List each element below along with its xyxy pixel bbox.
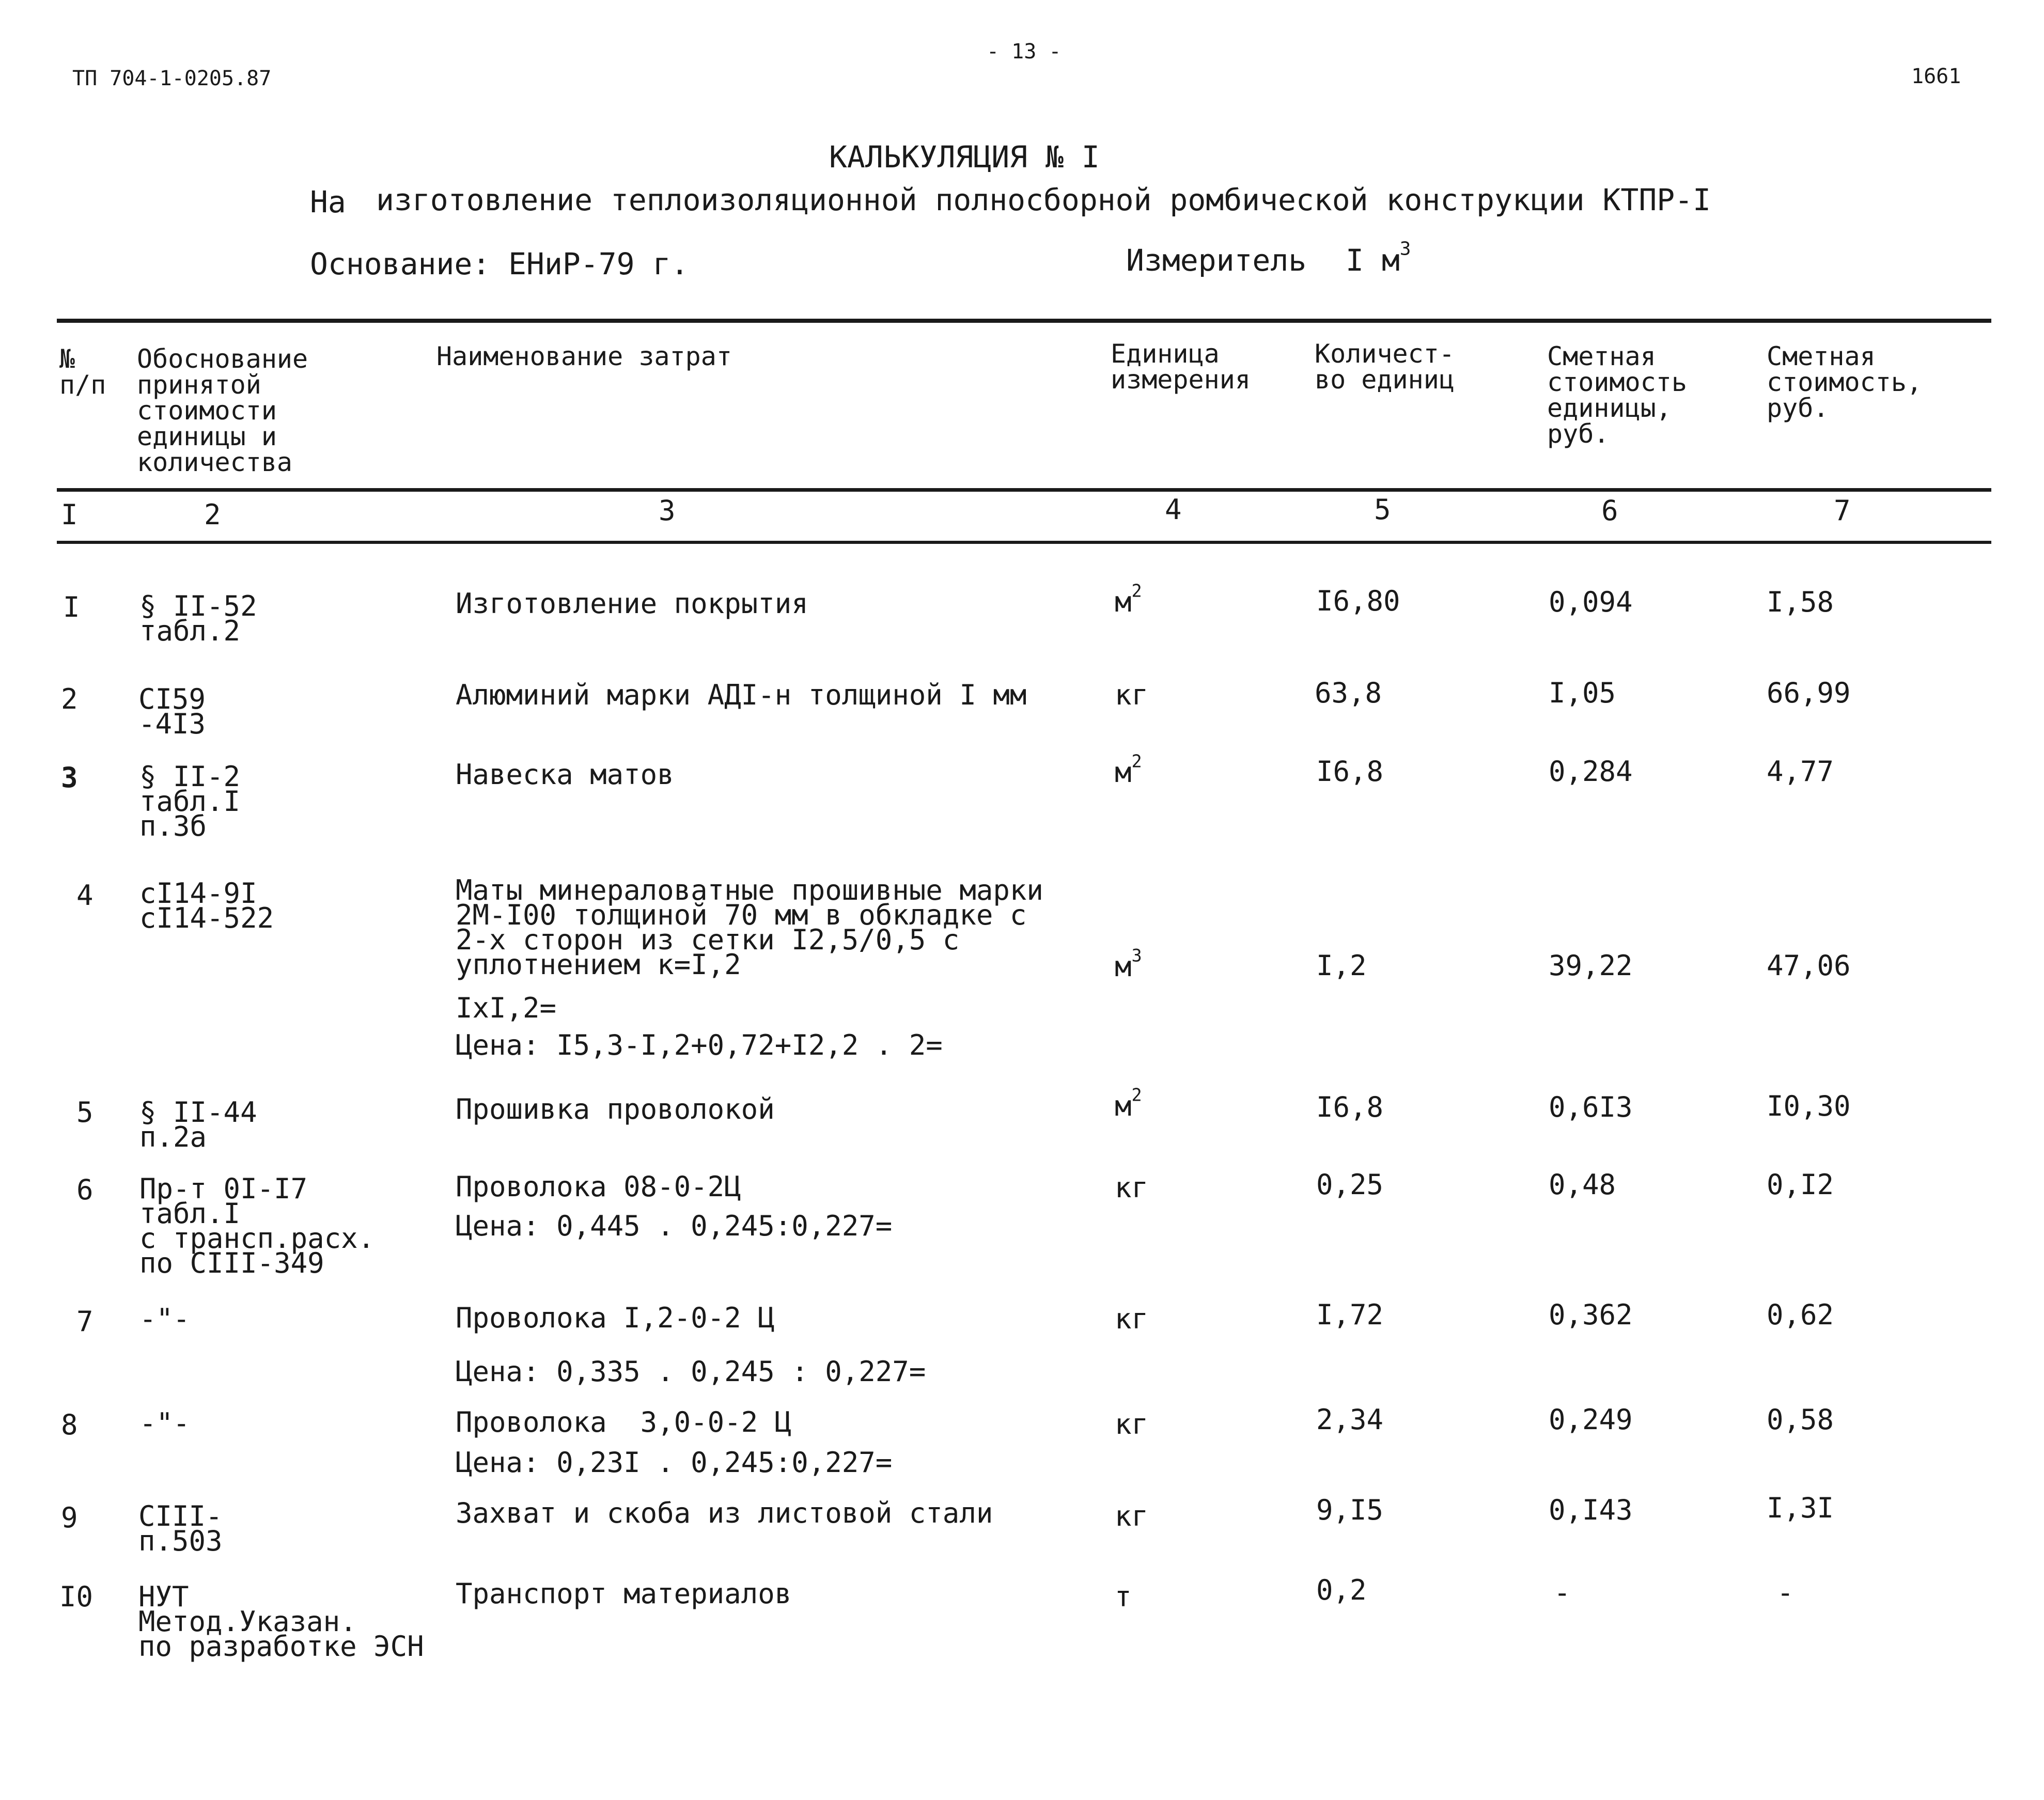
- row-unit-cost: 39,22: [1549, 949, 1633, 982]
- row-number: 7: [76, 1305, 93, 1338]
- row-cost-name: Навеска матов: [456, 758, 674, 791]
- row-quantity: I,2: [1316, 949, 1367, 982]
- row-total-cost: 66,99: [1767, 677, 1851, 709]
- row-price-note: Цена: 0,23I . 0,245:0,227=: [456, 1446, 893, 1479]
- row-quantity: I6,80: [1316, 585, 1400, 617]
- row-unit: т: [1115, 1580, 1132, 1613]
- row-cost-name: Транспорт материалов: [456, 1577, 792, 1610]
- row-unit-cost: 0,249: [1549, 1403, 1633, 1436]
- page-number: - 13 -: [987, 40, 1062, 64]
- row-total-cost: I0,30: [1767, 1090, 1851, 1122]
- row-unit: $м^2$: [1115, 751, 1142, 789]
- document-title: КАЛЬКУЛЯЦИЯ № I: [829, 139, 1100, 175]
- row-unit: кг: [1115, 1500, 1149, 1532]
- column-number: I: [61, 498, 78, 531]
- row-basis: -"-: [139, 1303, 190, 1335]
- column-header-unit-cost: Сметная стоимость единицы, руб.: [1547, 341, 1687, 449]
- row-number: I0: [59, 1580, 93, 1613]
- row-cost-name: Маты минераловатные прошивные марки 2М-I00 толщиной 70 мм в обкладке с 2-х сторон из сетки I2,5/0,5 с уплотнением к=I,2: [456, 874, 1043, 981]
- row-basis: -"-: [139, 1407, 190, 1439]
- row-number: 4: [76, 879, 93, 912]
- measure-label: Измеритель: [1126, 243, 1307, 278]
- row-basis: НУТ Метод.Указан. по разработке ЭСН: [138, 1580, 424, 1663]
- row-unit: кг: [1115, 1303, 1149, 1335]
- row-basis: § II-44 п.2а: [139, 1096, 257, 1153]
- row-note: IxI,2=: [456, 992, 557, 1024]
- row-total-cost: I,58: [1767, 586, 1834, 618]
- row-cost-name: Прошивка проволокой: [456, 1093, 775, 1125]
- row-price-note: Цена: I5,3-I,2+0,72+I2,2 . 2=: [456, 1029, 943, 1061]
- row-quantity: I6,8: [1316, 755, 1384, 788]
- row-total-cost: 0,I2: [1767, 1168, 1834, 1201]
- column-numbers-rule: [57, 541, 1991, 544]
- row-basis: CIII- п.503: [138, 1500, 223, 1557]
- row-quantity: 9,I5: [1316, 1494, 1384, 1526]
- row-total-cost: 0,58: [1767, 1403, 1834, 1436]
- row-quantity: 0,2: [1316, 1574, 1367, 1606]
- row-unit-cost: 0,I43: [1549, 1494, 1633, 1526]
- document-code: ТП 704-1-0205.87: [72, 67, 272, 90]
- row-basis: § II-2 табл.I п.3б: [139, 760, 241, 842]
- row-basis: cI14-9I cI14-522: [139, 877, 274, 934]
- row-quantity: 2,34: [1316, 1403, 1384, 1436]
- column-header-unit: Единица измерения: [1111, 339, 1251, 395]
- row-quantity: 63,8: [1315, 677, 1382, 709]
- column-header-total-cost: Сметная стоимость, руб.: [1767, 341, 1923, 423]
- row-total-cost: 47,06: [1767, 949, 1851, 982]
- row-unit: $м^3$: [1115, 945, 1142, 983]
- row-unit-cost: 0,284: [1549, 755, 1633, 788]
- row-cost-name: Проволока 3,0-0-2 Ц: [456, 1406, 792, 1438]
- row-unit: $м^2$: [1115, 581, 1142, 618]
- row-unit-cost: I,05: [1549, 677, 1616, 709]
- column-number: 2: [204, 498, 221, 531]
- row-quantity: 0,25: [1316, 1168, 1384, 1201]
- column-header-basis: Обоснование принятой стоимости единицы и количества: [137, 344, 308, 477]
- row-quantity: I,72: [1316, 1298, 1384, 1331]
- column-number: 7: [1834, 494, 1851, 527]
- row-number: 5: [76, 1096, 93, 1129]
- column-number: 3: [659, 494, 676, 527]
- row-number: 6: [76, 1173, 93, 1206]
- column-header-number: № п/п: [59, 344, 106, 400]
- row-basis: § II-52 табл.2: [139, 590, 257, 647]
- column-header-quantity: Количест- во единиц: [1315, 339, 1455, 395]
- column-header-cost-name: Наименование затрат: [436, 341, 732, 371]
- row-unit: кг: [1115, 1408, 1149, 1441]
- row-number: 9: [61, 1501, 78, 1534]
- document-subtitle: изготовление теплоизоляционной полносборной ромбической конструкции КТПР-I: [376, 182, 1711, 217]
- row-basis: CI59 -4I3: [138, 683, 206, 740]
- row-number: I: [63, 591, 80, 623]
- sheet-number: 1661: [1911, 65, 1961, 88]
- column-number: 4: [1165, 493, 1182, 526]
- row-cost-name: Захват и скоба из листовой стали: [456, 1497, 993, 1529]
- row-total-cost: 4,77: [1767, 755, 1834, 788]
- row-price-note: Цена: 0,445 . 0,245:0,227=: [456, 1210, 893, 1242]
- row-number: 8: [61, 1408, 78, 1441]
- column-number: 5: [1374, 493, 1391, 526]
- row-basis: Пр-т 0I-I7 табл.I с трансп.расх. по CIII-349: [139, 1172, 375, 1279]
- row-total-cost: 0,62: [1767, 1298, 1834, 1331]
- row-quantity: I6,8: [1316, 1091, 1384, 1123]
- row-unit-cost: -: [1554, 1576, 1571, 1609]
- row-total-cost: -: [1777, 1576, 1794, 1609]
- row-number: 3: [61, 761, 78, 794]
- basis-line: Основание: ЕНиР-79 г.: [310, 246, 689, 281]
- row-number: 2: [61, 683, 78, 715]
- row-unit: кг: [1115, 679, 1149, 711]
- subtitle-prefix: На: [310, 184, 346, 220]
- row-unit: $м^2$: [1115, 1085, 1142, 1122]
- row-unit-cost: 0,6I3: [1549, 1091, 1633, 1123]
- measure-value: I $м^3$: [1346, 238, 1411, 278]
- row-total-cost: I,3I: [1767, 1492, 1834, 1524]
- row-cost-name: Проволока 08-0-2Ц: [456, 1170, 741, 1203]
- row-unit-cost: 0,094: [1549, 586, 1633, 618]
- row-unit-cost: 0,48: [1549, 1168, 1616, 1201]
- row-cost-name: Проволока I,2-0-2 Ц: [456, 1302, 775, 1334]
- row-cost-name: Изготовление покрытия: [456, 587, 808, 620]
- column-number: 6: [1601, 494, 1618, 527]
- row-unit-cost: 0,362: [1549, 1298, 1633, 1331]
- row-price-note: Цена: 0,335 . 0,245 : 0,227=: [456, 1355, 926, 1388]
- header-bottom-rule: [57, 488, 1991, 492]
- row-unit: кг: [1115, 1171, 1149, 1204]
- row-cost-name: Алюминий марки АДI-н толщиной I мм: [456, 679, 1027, 711]
- table-top-rule: [57, 319, 1991, 323]
